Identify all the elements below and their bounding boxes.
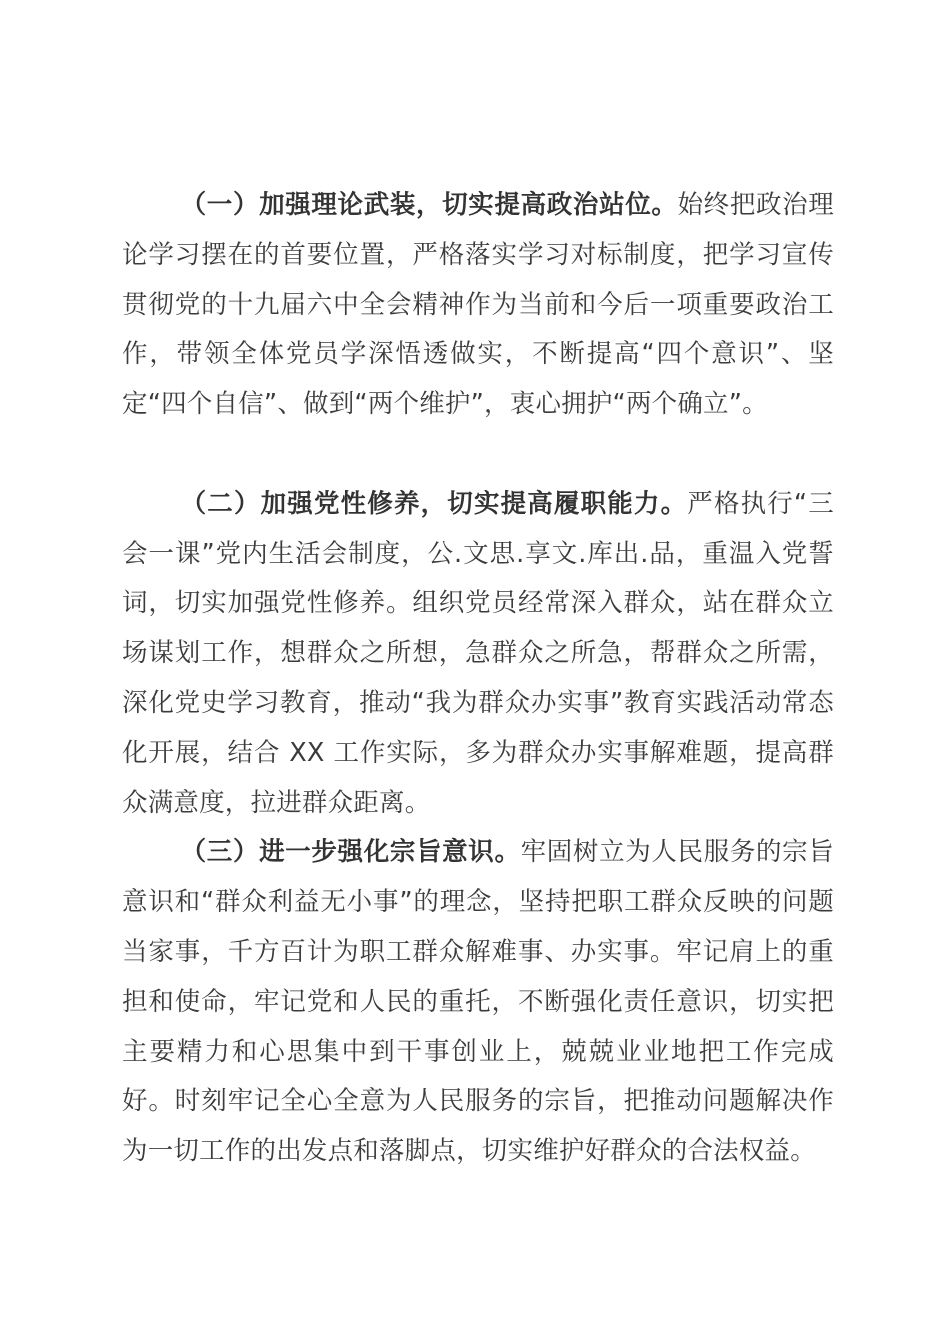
section-1-body: 始终把政治理论学习摆在的首要位置，严格落实学习对标制度，把学习宣传贯彻党的十九届六中全会精神作为当前和今后一项重要政治工作，带领全体党员学深悟透做实，不断提高“四个意识”、坚定“四个自信”、做到“两个维护”，衷心拥护“两个确立”。 xyxy=(122,190,834,420)
section-2-body: 严格执行“三会一课”党内生活会制度，公.文思.享文.库出.品，重温入党誓词，切实加强党性修养。组织党员经常深入群众，站在群众立场谋划工作，想群众之所想，急群众之所急，帮群众之所需，深化党史学习教育，推动“我为群众办实事”教育实践活动常态化开展，结合 XX 工作实际，多为群众办实事解难题，提高群众满意度，拉进群众距离。 xyxy=(122,488,834,818)
section-1-paragraph xyxy=(122,181,834,430)
section-2-heading: （二）加强党性修养，切实提高履职能力。 xyxy=(180,488,688,519)
section-3-heading: （三）进一步强化宗旨意识。 xyxy=(180,837,521,868)
document-page xyxy=(122,181,834,1177)
section-3-body: 牢固树立为人民服务的宗旨意识和“群众利益无小事”的理念，坚持把职工群众反映的问题当家事，千方百计为职工群众解难事、办实事。牢记肩上的重担和使命，牢记党和人民的重托，不断强化责任意识，切实把主要精力和心思集中到干事创业上，兢兢业业地把工作完成好。时刻牢记全心全意为人民服务的宗旨，把推动问题解决作为一切工作的出发点和落脚点，切实维护好群众的合法权益。 xyxy=(122,837,834,1167)
section-1-heading: （一）加强理论武装，切实提高政治站位。 xyxy=(180,190,678,220)
section-2-paragraph xyxy=(122,480,834,829)
section-3-paragraph xyxy=(122,828,834,1177)
